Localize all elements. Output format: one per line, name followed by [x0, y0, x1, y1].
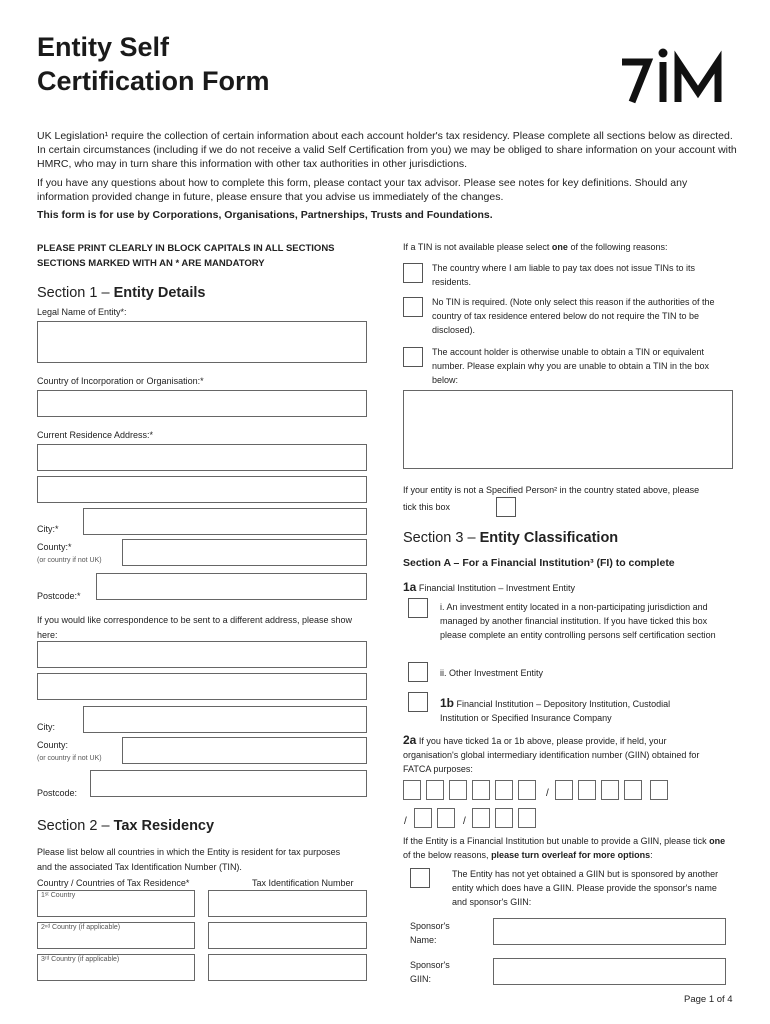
- county2-input[interactable]: [122, 737, 367, 764]
- q1b-checkbox[interactable]: [408, 692, 428, 712]
- residence-address-label: Current Residence Address:*: [37, 430, 154, 440]
- giin-unable-text: If the Entity is a Financial Institution but unable to provide a GIIN, please tick one of the below reasons, please turn overleaf for more options:: [403, 836, 726, 860]
- country-incorporation-input[interactable]: [37, 390, 367, 417]
- column-tin-header: Tax Identification Number: [252, 878, 354, 888]
- giin-char-box[interactable]: [449, 780, 467, 800]
- city2-input[interactable]: [83, 706, 367, 733]
- q1a-i-text: i. An investment entity located in a non-participating jurisdiction and managed by another financial institution. If you have ticked this box please complete an entity controlling persons self certification section: [440, 602, 716, 640]
- form-title: Entity Self Certification Form: [37, 32, 270, 96]
- mandatory-instructions: PLEASE PRINT CLEARLY IN BLOCK CAPITALS IN ALL SECTIONS SECTIONS MARKED WITH AN * ARE MANDATORY: [37, 243, 335, 269]
- postcode2-input[interactable]: [90, 770, 367, 797]
- sponsor-giin-label: Sponsor's GIIN:: [410, 960, 450, 984]
- specified-person-checkbox[interactable]: [496, 497, 516, 517]
- tax-residency-intro: Please list below all countries in which the Entity is resident for tax purposes and the associated Tax Identification Number (TIN).: [37, 847, 341, 872]
- section-3-heading: Section 3 – Entity Classification: [403, 530, 619, 546]
- q2a-text: 2a If you have ticked 1a or 1b above, please provide, if held, your organisation's global intermediary identification number (GIIN) obtained for FATCA purposes:: [403, 733, 700, 774]
- tin-reason-3-checkbox[interactable]: [403, 347, 423, 367]
- section-a-heading: Section A – For a Financial Institution³ (FI) to complete: [403, 557, 675, 569]
- giin-char-box[interactable]: [601, 780, 619, 800]
- logo-7im-graphic: [618, 48, 728, 108]
- tin-reason-2-checkbox[interactable]: [403, 297, 423, 317]
- tin-explanation-textarea[interactable]: [403, 390, 733, 469]
- q1a-label: 1a Financial Institution – Investment Entity: [403, 580, 575, 594]
- correspondence-address-line1[interactable]: [37, 641, 367, 668]
- giin-char-box[interactable]: [578, 780, 596, 800]
- residence-address-line1[interactable]: [37, 444, 367, 471]
- tin-reason-1-text: The country where I am liable to pay tax does not issue TINs to its residents.: [432, 263, 695, 287]
- county2-note: (or country if not UK): [37, 755, 102, 762]
- sponsor-giin-input[interactable]: [493, 958, 726, 985]
- giin-char-box[interactable]: [495, 780, 513, 800]
- correspondence-address-line2[interactable]: [37, 673, 367, 700]
- country-incorporation-label: Country of Incorporation or Organisation:*: [37, 376, 204, 386]
- giin-separator: /: [546, 788, 549, 799]
- county-input[interactable]: [122, 539, 367, 566]
- county-label: County:*: [37, 542, 72, 552]
- sponsor-reason-checkbox[interactable]: [410, 868, 430, 888]
- postcode-label: Postcode:*: [37, 591, 81, 601]
- legal-name-input[interactable]: [37, 321, 367, 363]
- giin-char-box[interactable]: [518, 780, 536, 800]
- section-2-heading: Section 2 – Tax Residency: [37, 818, 215, 834]
- residence-address-line2[interactable]: [37, 476, 367, 503]
- giin-char-box[interactable]: [624, 780, 642, 800]
- sponsor-reason-text: The Entity has not yet obtained a GIIN but is sponsored by another entity which does have a GIIN. Please provide the sponsor's name and sponsor's GIIN:: [452, 869, 719, 907]
- specified-person-text: If your entity is not a Specified Person² in the country stated above, please tick this box: [403, 485, 700, 512]
- postcode-input[interactable]: [96, 573, 367, 600]
- giin-char-box[interactable]: [650, 780, 668, 800]
- city2-label: City:: [37, 722, 55, 732]
- county2-label: County:: [37, 740, 69, 750]
- q1a-i-checkbox[interactable]: [408, 598, 428, 618]
- postcode2-label: Postcode:: [37, 788, 78, 798]
- tin-reason-intro: If a TIN is not available please select one of the following reasons:: [403, 242, 668, 252]
- sponsor-name-label: Sponsor's Name:: [410, 921, 450, 945]
- q1a-ii-checkbox[interactable]: [408, 662, 428, 682]
- intro-paragraph-2: If you have any questions about how to complete this form, please contact your tax advisor. Please see notes for key definitions. Should any information provided change in future, please ensure that you advise us immediately of the changes.: [37, 177, 688, 203]
- column-country-header: Country / Countries of Tax Residence*: [37, 878, 190, 888]
- county-note: (or country if not UK): [37, 557, 102, 564]
- giin-char-box[interactable]: [472, 808, 490, 828]
- tin-reason-2-text: No TIN is required. (Note only select this reason if the authorities of the country of tax residence entered below do not require the TIN to be disclosed).: [432, 297, 715, 335]
- giin-char-box[interactable]: [437, 808, 455, 828]
- giin-char-box[interactable]: [472, 780, 490, 800]
- tin-reason-3-text: The account holder is otherwise unable to obtain a TIN or equivalent number. Please explain why you are unable to obtain a TIN in the box below:: [432, 347, 710, 385]
- giin-char-box[interactable]: [403, 780, 421, 800]
- intro-paragraph-1: UK Legislation¹ require the collection of certain information about each account holder's tax residency. Please complete all sections below as directed. In certain circumstances (including if we do not receive a valid Self Certification from you) we may be obliged to share information on your account with HMRC, who may in turn share this information with other tax authorities in other jurisdictions.: [37, 130, 737, 170]
- legal-name-label: Legal Name of Entity*:: [37, 307, 127, 317]
- q1a-ii-text: ii. Other Investment Entity: [440, 668, 544, 678]
- page-number: Page 1 of 4: [684, 994, 733, 1005]
- city-label: City:*: [37, 524, 59, 534]
- giin-separator: /: [404, 816, 407, 827]
- tax-country-2-input[interactable]: 2ⁿᵈ Country (if applicable): [37, 922, 195, 949]
- correspondence-label: If you would like correspondence to be sent to a different address, please show here:: [37, 615, 353, 640]
- giin-separator: /: [463, 816, 466, 827]
- q1b-text: 1b Financial Institution – Depository Institution, Custodial Institution or Specified Insurance Company: [440, 696, 671, 723]
- tin-2-input[interactable]: [208, 922, 367, 949]
- tin-3-input[interactable]: [208, 954, 367, 981]
- giin-char-box[interactable]: [555, 780, 573, 800]
- company-logo: [618, 48, 728, 108]
- sponsor-name-input[interactable]: [493, 918, 726, 945]
- giin-char-box[interactable]: [495, 808, 513, 828]
- giin-char-box[interactable]: [518, 808, 536, 828]
- tin-1-input[interactable]: [208, 890, 367, 917]
- tin-reason-1-checkbox[interactable]: [403, 263, 423, 283]
- section-1-heading: Section 1 – Entity Details: [37, 285, 206, 301]
- city-input[interactable]: [83, 508, 367, 535]
- tax-country-3-input[interactable]: 3ʳᵈ Country (if applicable): [37, 954, 195, 981]
- giin-char-box[interactable]: [414, 808, 432, 828]
- intro-paragraph-3: This form is for use by Corporations, Organisations, Partnerships, Trusts and Foundations.: [37, 209, 493, 221]
- giin-char-box[interactable]: [426, 780, 444, 800]
- tax-country-1-input[interactable]: 1ˢᵗ Country: [37, 890, 195, 917]
